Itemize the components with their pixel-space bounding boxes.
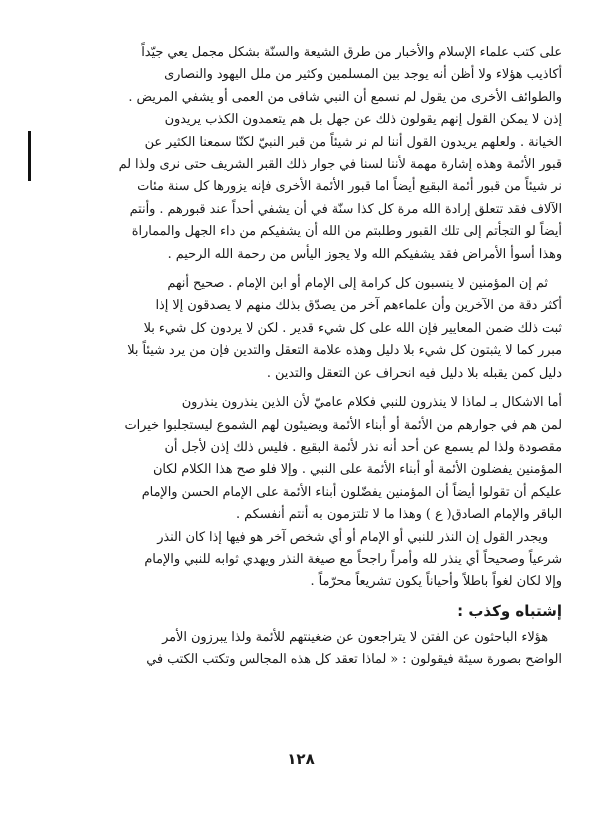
text-line: شرعياً وصحيحاً أي ينذر لله وأمراً راجحاً مع صيغة النذر ويهدي ثوابه للنبي والإمام — [144, 551, 562, 567]
text-line: والطوائف الأخرى من يقول لم نسمع أن النبي شافى من العمى أو يشفي المريض . — [128, 89, 562, 105]
text-line: أما الاشكال بـ لماذا لا ينذرون للنبي فكلام عاميّ لأن الذين ينذرون ينذرون — [181, 395, 562, 411]
text-line: أكثر دقة من الآخرين وأن علماءهم آخر من يصدّق بذلك منهم لا يصدقون إلا إذا — [155, 298, 562, 314]
paragraph-3 — [40, 392, 562, 526]
paragraph-4 — [40, 527, 562, 594]
text-line: مبرر كما لا يثبتون كل شيء بلا دليل وهذه علامة التعقل والتدين فإن من يرد شيئاً بلا — [127, 343, 562, 359]
text-line: المؤمنين يفضلون الأئمة أو أبناء الأئمة على النبي . وإلا فلو صح هذا الكلام لكان — [152, 462, 562, 478]
text-line: عليكم أن تقولوا أيضاً أن المؤمنين يفضّلون أبناء الأئمة على الإمام الحسن والإمام — [141, 484, 562, 500]
text-line: وهذا أسوأ الأمراض فقد يشفيكم الله ولا يجوز اليأس من رحمة الله الرحيم . — [167, 246, 562, 262]
text-line: دليل كمن يقبله بلا دليل فيه انحراف عن التعقل والتدين . — [266, 365, 562, 381]
text-line: على كتب علماء الإسلام والأخبار من طرق الشيعة والسنّة بشكل مجمل يعي جيّداً — [141, 45, 562, 60]
text-line: الواضح بصورة سيئة فيقولون : « لماذا تعقد كل هذه المجالس وتكتب الكتب في — [146, 652, 562, 668]
text-line: الخيانة . ولعلهم يريدون القول أننا لم نر شيئاً من قبر النبيّ لكنّا سمعنا الكثير عن — [144, 134, 562, 150]
text-line: هؤلاء الباحثون عن الفتن لا يتراجعون عن ضغينتهم للأئمة ولذا يبرزون الأمر — [162, 629, 548, 645]
section-heading: إشتباه وكذب : — [457, 601, 562, 620]
text-line: لمن هم في جوارهم من الأئمة أو أبناء الأئمة ويضيئون لهم الشموع ليستجلبوا خيرات — [124, 417, 562, 433]
text-line: ثم إن المؤمنين لا ينسبون كل كرامة إلى الإمام أو ابن الإمام . صحيح أنهم — [167, 276, 548, 292]
text-line: ويجدر القول إن النذر للنبي أو الإمام أو أي شخص آخر هو فيها إذا كان النذر — [157, 529, 548, 545]
paragraph-5 — [40, 627, 562, 672]
text-line: الآلاف فقد تتعلق إرادة الله مرة كل كذا سنّة في أن يشفي أحداً عند قبورهم . وأنتم — [129, 201, 562, 217]
margin-mark — [28, 131, 31, 181]
text-line: الباقر والإمام الصادق( ع ) وهذا ما لا تلتزمون به أنتم أنفسكم . — [235, 507, 562, 523]
paragraph-2 — [40, 273, 562, 385]
page-number: ١٢٨ — [287, 750, 315, 768]
text-line: مقصودة ولذا لم يسمع عن أحد أنه نذر لأئمة البقيع . فليس ذلك إذن لأجل أن — [164, 439, 562, 455]
text-line: أكاذيب هؤلاء ولا أظن أنه يوجد بين المسلمين وكثير من ملل اليهود والنصارى — [164, 67, 562, 83]
text-line: إذن لا يمكن القول إنهم يقولون ذلك عن جهل بل هم يتعمدون الكذب يريدون — [164, 112, 562, 128]
text-line: ثبت ذلك ضمن المعايير فإن الله على كل شيء قدير . لكن لا يردون كل شيء بلا — [143, 320, 562, 336]
text-line: نر شيئاً من قبور أئمة البقيع أيضاً اما قبور الأئمة الأخرى فإنه يزورها كل سنة مئات — [137, 179, 562, 195]
page-body — [40, 42, 562, 672]
text-line: قبور الأئمة وهذه إشارة مهمة لأننا لسنا في جوار ذلك القبر الشريف حتى نرى ولذا لم — [118, 157, 562, 173]
text-line: وإلا لكان لغواً باطلاً وأحياناً يكون تشريعاً محرّماً . — [310, 574, 562, 590]
text-line: أيضاً لو التجأتم إلى تلك القبور وطلبتم من الله أن يشفيكم من داء الجهل والمماراة — [131, 224, 562, 240]
paragraph-1 — [40, 42, 562, 266]
